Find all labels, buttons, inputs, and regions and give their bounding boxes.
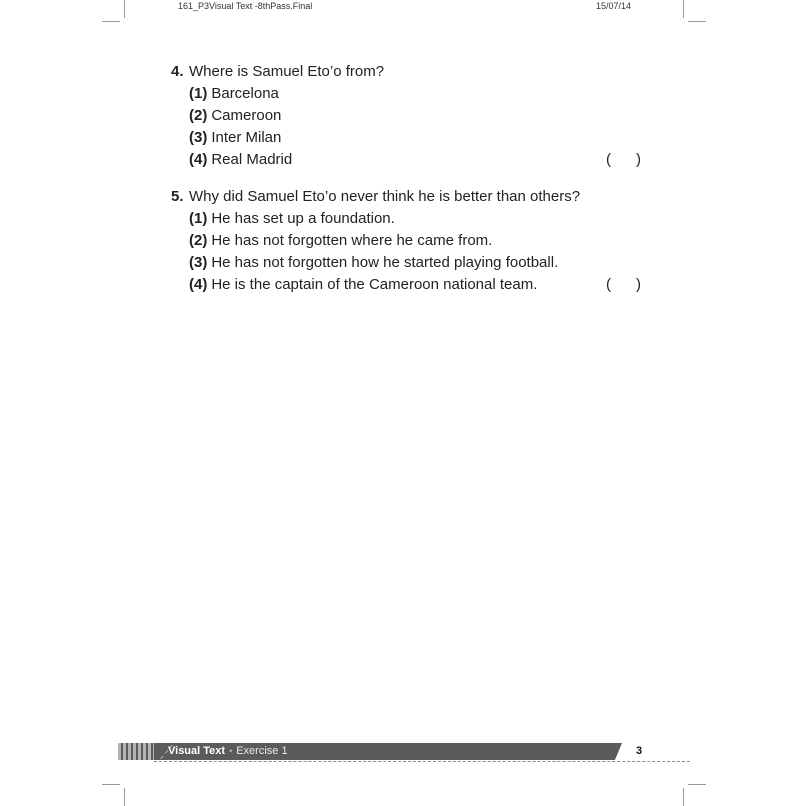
option-text: He has not forgotten how he started playing football. bbox=[211, 254, 559, 271]
footer-exercise: Exercise 1 bbox=[236, 745, 288, 757]
question-4 bbox=[171, 61, 641, 171]
option-text: Barcelona bbox=[211, 85, 279, 102]
option-text: Cameroon bbox=[211, 107, 282, 124]
crop-mark bbox=[102, 784, 120, 785]
date-slug: 15/07/14 bbox=[596, 1, 632, 11]
question-stem bbox=[171, 61, 641, 83]
answer-blank[interactable]: ( ) bbox=[606, 151, 641, 168]
option-2 bbox=[171, 105, 641, 127]
option-1 bbox=[171, 83, 641, 105]
option-4 bbox=[171, 274, 641, 296]
option-number: (2) bbox=[189, 107, 208, 124]
crop-mark bbox=[124, 0, 125, 18]
footer-title bbox=[168, 744, 288, 759]
crop-mark bbox=[688, 21, 706, 22]
crop-mark bbox=[688, 784, 706, 785]
option-text: He has set up a foundation. bbox=[211, 210, 395, 227]
question-5 bbox=[171, 186, 641, 296]
question-stem bbox=[171, 186, 641, 208]
option-text: He is the captain of the Cameroon national team. bbox=[211, 276, 538, 293]
option-number: (3) bbox=[189, 254, 208, 271]
question-number: 5. bbox=[171, 188, 184, 205]
option-number: (1) bbox=[189, 85, 208, 102]
answer-blank[interactable]: ( ) bbox=[606, 276, 641, 293]
option-number: (1) bbox=[189, 210, 208, 227]
option-3 bbox=[171, 127, 641, 149]
option-number: (4) bbox=[189, 151, 208, 168]
crop-mark bbox=[683, 788, 684, 806]
option-text: Real Madrid bbox=[211, 151, 293, 168]
footer-separator: • bbox=[229, 746, 233, 756]
option-text: He has not forgotten where he came from. bbox=[211, 232, 493, 249]
option-3 bbox=[171, 252, 641, 274]
question-text: Where is Samuel Eto’o from? bbox=[189, 63, 385, 80]
page-footer bbox=[118, 743, 692, 760]
option-text: Inter Milan bbox=[211, 129, 282, 146]
footer-dashed-rule bbox=[154, 761, 690, 762]
question-number: 4. bbox=[171, 63, 184, 80]
option-2 bbox=[171, 230, 641, 252]
file-slug: 161_P3Visual Text -8thPass.Final bbox=[178, 1, 313, 11]
crop-mark bbox=[683, 0, 684, 18]
option-number: (2) bbox=[189, 232, 208, 249]
option-number: (4) bbox=[189, 276, 208, 293]
crop-mark bbox=[102, 21, 120, 22]
question-text: Why did Samuel Eto’o never think he is better than others? bbox=[189, 188, 581, 205]
footer-section: Visual Text bbox=[168, 745, 226, 757]
option-1 bbox=[171, 208, 641, 230]
crop-mark bbox=[124, 788, 125, 806]
page-number: 3 bbox=[636, 745, 643, 757]
option-number: (3) bbox=[189, 129, 208, 146]
option-4 bbox=[171, 149, 641, 171]
